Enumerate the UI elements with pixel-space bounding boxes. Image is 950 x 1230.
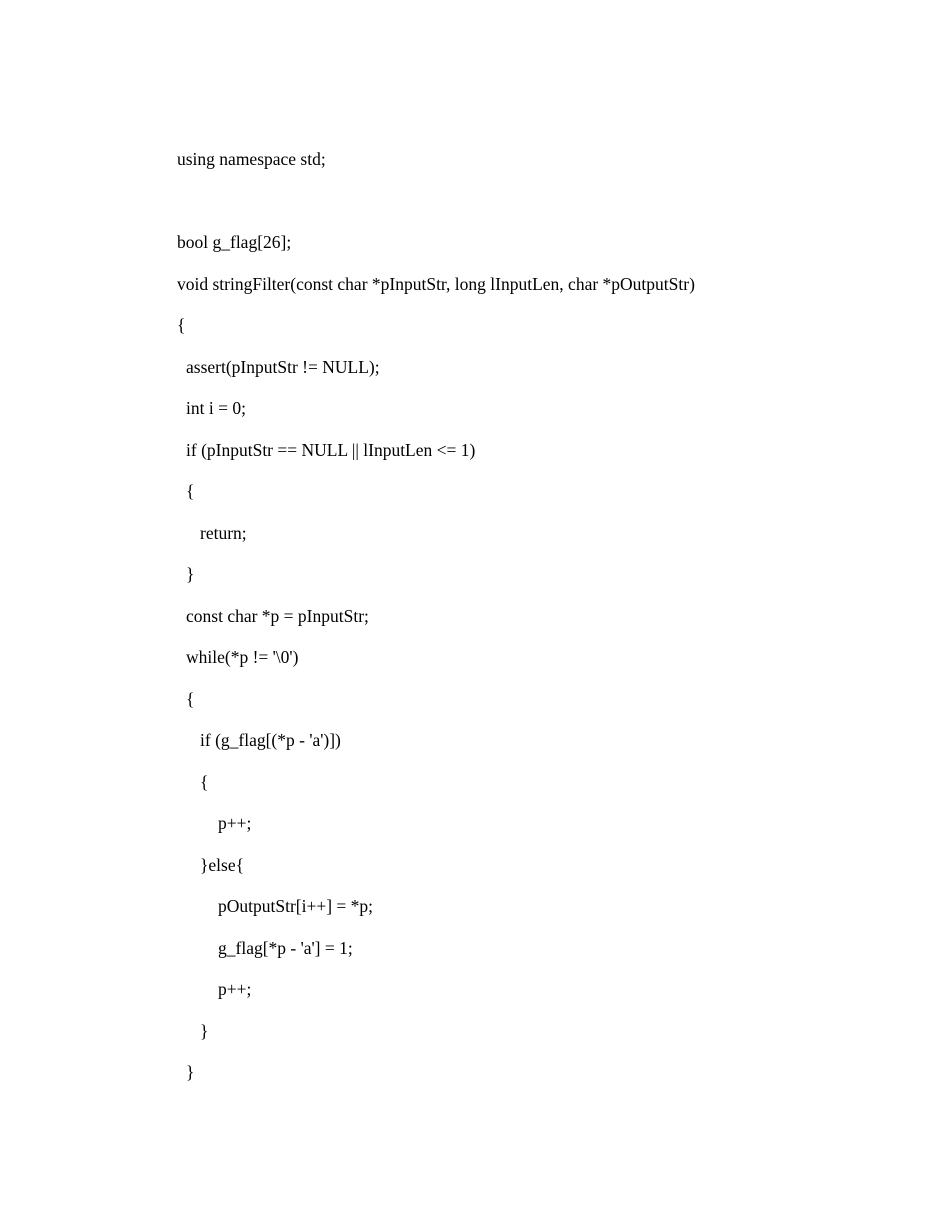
code-line: {: [186, 481, 195, 501]
code-line: if (g_flag[(*p - 'a')]): [200, 730, 341, 750]
code-line: return;: [200, 522, 247, 543]
code-line: pOutputStr[i++] = *p;: [218, 896, 374, 916]
code-line: while(*p != '\0'): [186, 647, 299, 667]
code-line: g_flag[*p - 'a'] = 1;: [218, 937, 353, 958]
code-line: int i = 0;: [186, 398, 246, 418]
code-line: }: [200, 1020, 209, 1041]
code-line: }else{: [200, 854, 245, 875]
code-line: bool g_flag[26];: [177, 232, 292, 252]
code-line: {: [177, 315, 186, 335]
code-line: const char *p = pInputStr;: [186, 605, 369, 626]
code-line: assert(pInputStr != NULL);: [186, 356, 380, 377]
code-line: {: [186, 688, 195, 709]
code-line: if (pInputStr == NULL || lInputLen <= 1): [186, 439, 476, 460]
code-line: using namespace std;: [177, 149, 326, 169]
code-line: }: [186, 1062, 195, 1082]
code-line: p++;: [218, 813, 252, 833]
code-line: }: [186, 564, 195, 584]
code-line: void stringFilter(const char *pInputStr, long lInputLen, char *pOutputStr): [177, 273, 695, 294]
code-line: {: [200, 771, 209, 792]
code-line: p++;: [218, 979, 252, 999]
